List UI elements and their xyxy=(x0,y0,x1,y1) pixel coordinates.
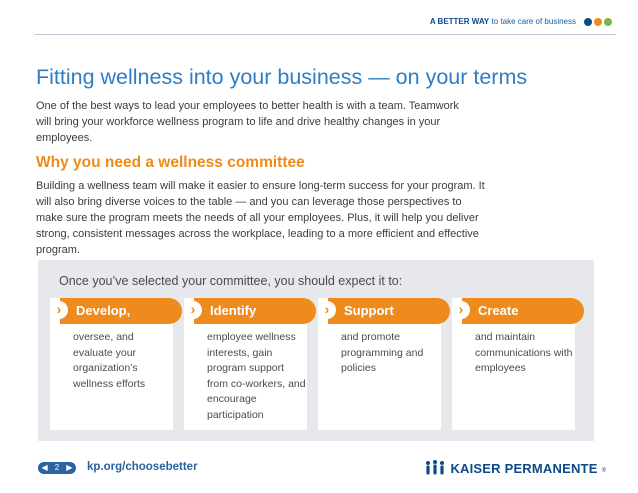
card-support xyxy=(318,298,441,430)
committee-panel xyxy=(38,260,594,441)
header-tagline xyxy=(430,17,612,26)
brand-dots xyxy=(584,18,612,26)
card-identify xyxy=(184,298,307,430)
chevron-right-icon: › xyxy=(318,301,336,319)
kaiser-permanente-logo xyxy=(424,460,606,476)
page-navigator xyxy=(38,462,76,474)
chevron-right-icon: › xyxy=(452,301,470,319)
kp-people-icon xyxy=(424,460,446,476)
card-description: employee wellness interests, gain program support from co-workers, and encourage participation xyxy=(207,331,306,421)
green-dot-icon xyxy=(604,18,612,26)
card-description: oversee, and evaluate your organization’s wellness efforts xyxy=(73,331,146,390)
orange-dot-icon xyxy=(594,18,602,26)
chevron-right-icon: › xyxy=(50,301,68,319)
card-title: Support xyxy=(344,303,394,318)
card-title: Develop, xyxy=(76,303,131,318)
card-create xyxy=(452,298,575,430)
card-description: and maintain communications with employees xyxy=(475,331,573,374)
tagline-text xyxy=(430,17,576,26)
page-title: Fitting wellness into your business — on your terms xyxy=(36,65,528,89)
registered-mark: ® xyxy=(601,468,606,474)
panel-heading: Once you’ve selected your committee, you should expect it to: xyxy=(59,274,403,288)
chevron-right-icon: › xyxy=(184,301,202,319)
header-divider xyxy=(35,34,616,35)
section-heading: Why you need a wellness committee xyxy=(36,154,305,171)
footer-link[interactable]: kp.org/choosebetter xyxy=(87,461,198,473)
card-title: Identify xyxy=(210,303,257,318)
body-paragraph: Building a wellness team will make it easier to ensure long-term success for your program. It will also bring diverse voices to the table — and you can leverage those perspectives to make sure the program meets the needs of all your employees. Plus, it will help you deliver strong, consistent messages across the workplace, leading to a more efficient and effective program. xyxy=(36,180,485,256)
card-title: Create xyxy=(478,303,519,318)
intro-paragraph: One of the best ways to lead your employees to better health is with a team. Teamwork will bring your workforce wellness program to life and drive healthy changes in your employees. xyxy=(36,100,459,144)
card-description: and promote programming and policies xyxy=(341,331,424,374)
brand-name: KAISER PERMANENTE xyxy=(450,460,598,476)
navy-dot-icon xyxy=(584,18,592,26)
card-develop xyxy=(50,298,173,430)
page-number: 2 xyxy=(54,463,60,472)
prev-page-icon[interactable]: ◀ xyxy=(41,463,48,472)
tagline-bold: A BETTER WAY xyxy=(429,17,490,26)
tagline-rest: to take care of business xyxy=(491,17,576,26)
next-page-icon[interactable]: ▶ xyxy=(66,463,73,472)
